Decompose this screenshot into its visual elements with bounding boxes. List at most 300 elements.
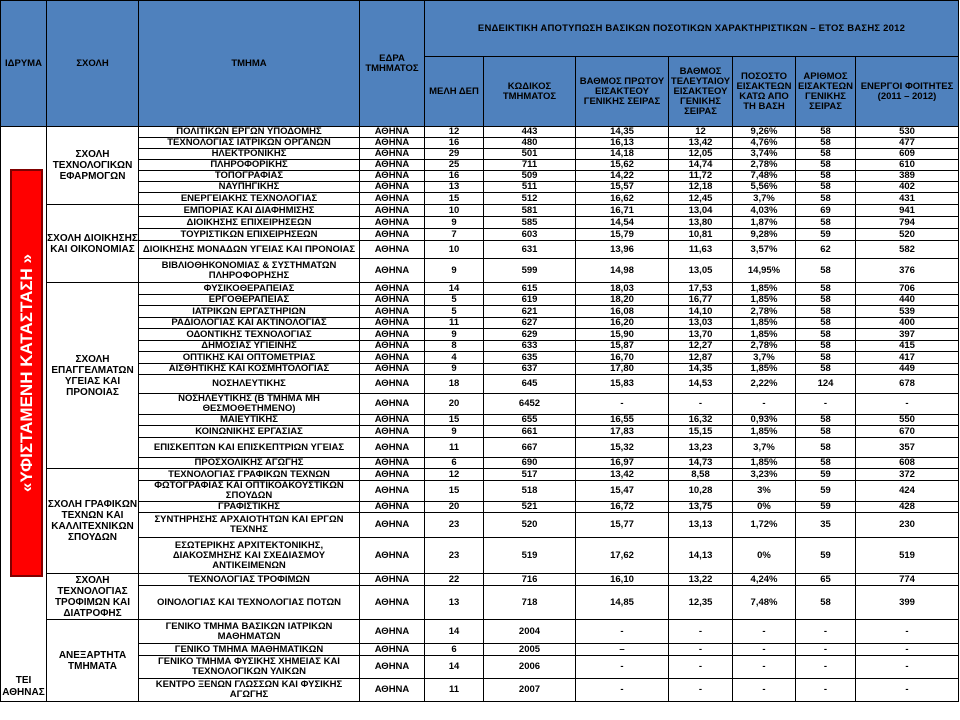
cell-code: 690 <box>484 458 576 469</box>
cell-act: - <box>856 394 959 415</box>
cell-last: 13,05 <box>669 259 733 283</box>
cell-last: 13,42 <box>669 138 733 149</box>
department-name: ΓΕΝΙΚΟ ΤΜΗΜΑ ΒΑΣΙΚΩΝ ΙΑΤΡΙΚΩΝ ΜΑΘΗΜΑΤΩΝ <box>139 620 360 644</box>
cell-act: 608 <box>856 458 959 469</box>
cell-pct: 1,85% <box>733 318 796 329</box>
department-seat: ΑΘΗΝΑ <box>360 193 425 205</box>
cell-members: 9 <box>425 329 484 341</box>
cell-last: 17,53 <box>669 283 733 295</box>
table-row <box>1 259 959 283</box>
cell-members: 6 <box>425 458 484 469</box>
department-seat: ΑΘΗΝΑ <box>360 458 425 469</box>
cell-members: 14 <box>425 283 484 295</box>
cell-first: - <box>576 394 669 415</box>
school-name: ΣΧΟΛΗ ΤΕΧΝΟΛΟΓΙΑΣ ΤΡΟΦΙΜΩΝ ΚΑΙ ΔΙΑΤΡΟΦΗΣ <box>47 574 139 620</box>
cell-pct: 2,78% <box>733 341 796 352</box>
table-row <box>1 160 959 171</box>
department-name: ΠΛΗΡΟΦΟΡΙΚΗΣ <box>139 160 360 171</box>
department-name: ΟΠΤΙΚΗΣ ΚΑΙ ΟΠΤΟΜΕΤΡΙΑΣ <box>139 352 360 364</box>
cell-adm: 59 <box>796 229 856 241</box>
cell-code: 518 <box>484 481 576 502</box>
cell-first: 15,83 <box>576 375 669 394</box>
cell-code: 519 <box>484 538 576 574</box>
header-school: ΣΧΟΛΗ <box>47 1 139 127</box>
cell-code: 655 <box>484 415 576 426</box>
cell-first: 15,77 <box>576 513 669 538</box>
cell-code: 603 <box>484 229 576 241</box>
department-name: ΝΟΣΗΛΕΥΤΙΚΗΣ (Β ΤΜΗΜΑ ΜΗ ΘΕΣΜΟΘΕΤΗΜΕΝΟ) <box>139 394 360 415</box>
cell-first: 14,22 <box>576 171 669 182</box>
department-seat: ΑΘΗΝΑ <box>360 394 425 415</box>
header-last-grade: ΒΑΘΜΟΣ ΤΕΛΕΥΤΑΙΟΥ ΕΙΣΑΚΤΕΟΥ ΓΕΝΙΚΗΣ ΣΕΙΡΑΣ <box>669 57 733 127</box>
cell-members: 7 <box>425 229 484 241</box>
table-row <box>1 574 959 586</box>
cell-members: 5 <box>425 306 484 318</box>
cell-pct: 9,28% <box>733 229 796 241</box>
cell-adm: 58 <box>796 306 856 318</box>
cell-act: 774 <box>856 574 959 586</box>
table-row <box>1 352 959 364</box>
cell-adm: 58 <box>796 426 856 438</box>
table-row <box>1 458 959 469</box>
cell-pct: 1,85% <box>733 458 796 469</box>
cell-members: 23 <box>425 538 484 574</box>
cell-first: 15,62 <box>576 160 669 171</box>
cell-last: 12,18 <box>669 182 733 193</box>
cell-pct: 7,48% <box>733 171 796 182</box>
cell-act: 520 <box>856 229 959 241</box>
department-name: ΟΙΝΟΛΟΓΙΑΣ ΚΑΙ ΤΕΧΝΟΛΟΓΙΑΣ ΠΟΤΩΝ <box>139 586 360 620</box>
table-row <box>1 295 959 306</box>
department-seat: ΑΘΗΝΑ <box>360 259 425 283</box>
cell-first: 16,08 <box>576 306 669 318</box>
department-name: ΝΑΥΠΗΓΙΚΗΣ <box>139 182 360 193</box>
cell-first: 14,35 <box>576 127 669 138</box>
cell-last: 13,22 <box>669 574 733 586</box>
cell-last: 16,32 <box>669 415 733 426</box>
cell-pct: 3% <box>733 481 796 502</box>
table-row <box>1 502 959 513</box>
cell-last: 13,03 <box>669 318 733 329</box>
current-state-banner <box>10 169 43 577</box>
department-name: ΦΥΣΙΚΟΘΕΡΑΠΕΙΑΣ <box>139 283 360 295</box>
cell-act: - <box>856 620 959 644</box>
department-name: ΜΑΙΕΥΤΙΚΗΣ <box>139 415 360 426</box>
cell-first: 16,10 <box>576 574 669 586</box>
cell-last: 12,05 <box>669 149 733 160</box>
table-row <box>1 415 959 426</box>
cell-last: - <box>669 394 733 415</box>
cell-act: 550 <box>856 415 959 426</box>
cell-last: - <box>669 620 733 644</box>
cell-first: 14,98 <box>576 259 669 283</box>
department-name: ΚΟΙΝΩΝΙΚΗΣ ΕΡΓΑΣΙΑΣ <box>139 426 360 438</box>
cell-adm: 35 <box>796 513 856 538</box>
cell-code: 619 <box>484 295 576 306</box>
cell-members: 12 <box>425 469 484 481</box>
cell-adm: 58 <box>796 138 856 149</box>
cell-pct: 1,87% <box>733 217 796 229</box>
cell-code: 520 <box>484 513 576 538</box>
cell-adm: - <box>796 679 856 702</box>
department-name: ΠΡΟΣΧΟΛΙΚΗΣ ΑΓΩΓΗΣ <box>139 458 360 469</box>
cell-last: 13,13 <box>669 513 733 538</box>
cell-act: 417 <box>856 352 959 364</box>
cell-act: 389 <box>856 171 959 182</box>
cell-act: 440 <box>856 295 959 306</box>
department-name: ΕΡΓΟΘΕΡΑΠΕΙΑΣ <box>139 295 360 306</box>
table-row <box>1 283 959 295</box>
department-name: ΔΗΜΟΣΙΑΣ ΥΓΙΕΙΝΗΣ <box>139 341 360 352</box>
cell-pct: 7,48% <box>733 586 796 620</box>
department-seat: ΑΘΗΝΑ <box>360 241 425 259</box>
cell-act: 941 <box>856 205 959 217</box>
department-name: ΔΙΟΙΚΗΣΗΣ ΜΟΝΑΔΩΝ ΥΓΕΙΑΣ ΚΑΙ ΠΡΟΝΟΙΑΣ <box>139 241 360 259</box>
cell-code: 585 <box>484 217 576 229</box>
cell-pct: 1,85% <box>733 329 796 341</box>
cell-adm: 59 <box>796 502 856 513</box>
department-seat: ΑΘΗΝΑ <box>360 306 425 318</box>
department-name: ΒΙΒΛΙΟΘΗΚΟΝΟΜΙΑΣ & ΣΥΣΤΗΜΑΤΩΝ ΠΛΗΡΟΦΟΡΗΣΗΣ <box>139 259 360 283</box>
cell-first: 13,96 <box>576 241 669 259</box>
cell-first: 16,72 <box>576 502 669 513</box>
cell-last: 11,63 <box>669 241 733 259</box>
header-institution: ΙΔΡΥΜΑ <box>1 1 47 127</box>
cell-last: 14,10 <box>669 306 733 318</box>
cell-members: 29 <box>425 149 484 160</box>
department-seat: ΑΘΗΝΑ <box>360 295 425 306</box>
department-seat: ΑΘΗΝΑ <box>360 574 425 586</box>
cell-members: 13 <box>425 182 484 193</box>
header-seat: ΕΔΡΑ ΤΜΗΜΑΤΟΣ <box>360 1 425 127</box>
cell-adm: 58 <box>796 352 856 364</box>
cell-pct: 2,78% <box>733 306 796 318</box>
header-department: ΤΜΗΜΑ <box>139 1 360 127</box>
school-name: ΣΧΟΛΗ ΓΡΑΦΙΚΩΝ ΤΕΧΝΩΝ ΚΑΙ ΚΑΛΛΙΤΕΧΝΙΚΩΝ ΣΠΟΥΔΩΝ <box>47 469 139 574</box>
cell-pct: 1,72% <box>733 513 796 538</box>
header-percent-below: ΠΟΣΟΣΤΟ ΕΙΣΑΚΤΕΩΝ ΚΑΤΩ ΑΠΟ ΤΗ ΒΑΣΗ <box>733 57 796 127</box>
department-seat: ΑΘΗΝΑ <box>360 127 425 138</box>
cell-members: 6 <box>425 644 484 656</box>
department-name: ΣΥΝΤΗΡΗΣΗΣ ΑΡΧΑΙΟΤΗΤΩΝ ΚΑΙ ΕΡΓΩΝ ΤΕΧΝΗΣ <box>139 513 360 538</box>
table-row <box>1 426 959 438</box>
cell-pct: 3,7% <box>733 438 796 458</box>
cell-code: 631 <box>484 241 576 259</box>
cell-act: 539 <box>856 306 959 318</box>
cell-last: 8,58 <box>669 469 733 481</box>
header-main-title: ΕΝΔΕΙΚΤΙΚΗ ΑΠΟΤΥΠΩΣΗ ΒΑΣΙΚΩΝ ΠΟΣΟΤΙΚΩΝ ΧΑΡΑΚΤΗΡΙΣΤΙΚΩΝ – ΕΤΟΣ ΒΑΣΗΣ 2012 <box>425 1 959 57</box>
cell-pct: 0% <box>733 538 796 574</box>
cell-last: 12,35 <box>669 586 733 620</box>
cell-members: 9 <box>425 217 484 229</box>
cell-first: 16,71 <box>576 205 669 217</box>
cell-last: 10,28 <box>669 481 733 502</box>
cell-code: 480 <box>484 138 576 149</box>
cell-code: 629 <box>484 329 576 341</box>
department-seat: ΑΘΗΝΑ <box>360 205 425 217</box>
cell-pct: - <box>733 394 796 415</box>
cell-pct: 1,85% <box>733 283 796 295</box>
cell-code: 2006 <box>484 656 576 679</box>
cell-pct: 3,74% <box>733 149 796 160</box>
cell-last: 14,35 <box>669 364 733 375</box>
cell-code: 711 <box>484 160 576 171</box>
cell-code: 443 <box>484 127 576 138</box>
cell-first: 15,79 <box>576 229 669 241</box>
department-seat: ΑΘΗΝΑ <box>360 586 425 620</box>
cell-first: 16,20 <box>576 318 669 329</box>
cell-code: 718 <box>484 586 576 620</box>
department-seat: ΑΘΗΝΑ <box>360 341 425 352</box>
cell-act: 415 <box>856 341 959 352</box>
cell-adm: - <box>796 644 856 656</box>
cell-last: 13,23 <box>669 438 733 458</box>
department-name: ΕΣΩΤΕΡΙΚΗΣ ΑΡΧΙΤΕΚΤΟΝΙΚΗΣ, ΔΙΑΚΟΣΜΗΣΗΣ ΚΑΙ ΣΧΕΔΙΑΣΜΟΥ ΑΝΤΙΚΕΙΜΕΝΩΝ <box>139 538 360 574</box>
department-seat: ΑΘΗΝΑ <box>360 149 425 160</box>
table-row <box>1 241 959 259</box>
cell-members: 14 <box>425 620 484 644</box>
cell-code: 2007 <box>484 679 576 702</box>
department-seat: ΑΘΗΝΑ <box>360 469 425 481</box>
cell-pct: 4,03% <box>733 205 796 217</box>
cell-members: 16 <box>425 171 484 182</box>
cell-pct: 1,85% <box>733 364 796 375</box>
cell-first: 14,85 <box>576 586 669 620</box>
table-row <box>1 438 959 458</box>
cell-members: 25 <box>425 160 484 171</box>
department-seat: ΑΘΗΝΑ <box>360 375 425 394</box>
cell-code: 661 <box>484 426 576 438</box>
cell-last: 13,80 <box>669 217 733 229</box>
cell-first: 16,13 <box>576 138 669 149</box>
cell-members: 10 <box>425 205 484 217</box>
cell-last: 11,72 <box>669 171 733 182</box>
department-name: ΑΙΣΘΗΤΙΚΗΣ ΚΑΙ ΚΟΣΜΗΤΟΛΟΓΙΑΣ <box>139 364 360 375</box>
school-name: ΣΧΟΛΗ ΔΙΟΙΚΗΣΗΣ ΚΑΙ ΟΙΚΟΝΟΜΙΑΣ <box>47 205 139 283</box>
department-name: ΔΙΟΙΚΗΣΗΣ ΕΠΙΧΕΙΡΗΣΕΩΝ <box>139 217 360 229</box>
department-seat: ΑΘΗΝΑ <box>360 329 425 341</box>
cell-adm: 58 <box>796 586 856 620</box>
cell-last: 14,74 <box>669 160 733 171</box>
cell-adm: 59 <box>796 469 856 481</box>
cell-code: 633 <box>484 341 576 352</box>
cell-adm: - <box>796 656 856 679</box>
cell-members: 13 <box>425 586 484 620</box>
department-seat: ΑΘΗΝΑ <box>360 182 425 193</box>
cell-code: 2004 <box>484 620 576 644</box>
cell-last: 13,70 <box>669 329 733 341</box>
cell-adm: 58 <box>796 259 856 283</box>
cell-adm: 58 <box>796 283 856 295</box>
cell-act: 399 <box>856 586 959 620</box>
cell-last: 12,87 <box>669 352 733 364</box>
cell-first: 15,87 <box>576 341 669 352</box>
cell-act: 372 <box>856 469 959 481</box>
cell-adm: 58 <box>796 171 856 182</box>
table-row <box>1 364 959 375</box>
department-name: ΕΠΙΣΚΕΠΤΩΝ ΚΑΙ ΕΠΙΣΚΕΠΤΡΙΩΝ ΥΓΕΙΑΣ <box>139 438 360 458</box>
header-admitted: ΑΡΙΘΜΟΣ ΕΙΣΑΚΤΕΩΝ ΓΕΝΙΚΗΣ ΣΕΙΡΑΣ <box>796 57 856 127</box>
cell-act: 428 <box>856 502 959 513</box>
cell-members: 11 <box>425 679 484 702</box>
cell-adm: 58 <box>796 193 856 205</box>
department-seat: ΑΘΗΝΑ <box>360 352 425 364</box>
department-seat: ΑΘΗΝΑ <box>360 318 425 329</box>
table-row <box>1 394 959 415</box>
table-row <box>1 620 959 644</box>
cell-code: 627 <box>484 318 576 329</box>
cell-act: 449 <box>856 364 959 375</box>
cell-adm: 58 <box>796 458 856 469</box>
cell-pct: 4,24% <box>733 574 796 586</box>
cell-adm: 59 <box>796 538 856 574</box>
cell-act: 402 <box>856 182 959 193</box>
cell-members: 9 <box>425 259 484 283</box>
cell-act: 678 <box>856 375 959 394</box>
cell-adm: 58 <box>796 415 856 426</box>
cell-members: 8 <box>425 341 484 352</box>
department-name: ΚΕΝΤΡΟ ΞΕΝΩΝ ΓΛΩΣΣΩΝ ΚΑΙ ΦΥΣΙΚΗΣ ΑΓΩΓΗΣ <box>139 679 360 702</box>
department-name: ΓΡΑΦΙΣΤΙΚΗΣ <box>139 502 360 513</box>
department-name: ΤΕΧΝΟΛΟΓΙΑΣ ΙΑΤΡΙΚΩΝ ΟΡΓΑΝΩΝ <box>139 138 360 149</box>
cell-act: 794 <box>856 217 959 229</box>
cell-members: 15 <box>425 481 484 502</box>
cell-pct: 3,57% <box>733 241 796 259</box>
cell-adm: 58 <box>796 127 856 138</box>
cell-code: 501 <box>484 149 576 160</box>
cell-first: 16,70 <box>576 352 669 364</box>
department-name: ΡΑΔΙΟΛΟΓΙΑΣ ΚΑΙ ΑΚΤΙΝΟΛΟΓΙΑΣ <box>139 318 360 329</box>
department-name: ΤΕΧΝΟΛΟΓΙΑΣ ΤΡΟΦΙΜΩΝ <box>139 574 360 586</box>
cell-first: 18,20 <box>576 295 669 306</box>
cell-last: - <box>669 644 733 656</box>
table-row <box>1 193 959 205</box>
table-row <box>1 306 959 318</box>
cell-code: 667 <box>484 438 576 458</box>
cell-first: - <box>576 620 669 644</box>
cell-code: 621 <box>484 306 576 318</box>
header-first-grade: ΒΑΘΜΟΣ ΠΡΩΤΟΥ ΕΙΣΑΚΤΕΟΥ ΓΕΝΙΚΗΣ ΣΕΙΡΑΣ <box>576 57 669 127</box>
header-active-students: ΕΝΕΡΓΟΙ ΦΟΙΤΗΤΕΣ (2011 – 2012) <box>856 57 959 127</box>
cell-first: 14,18 <box>576 149 669 160</box>
table-row <box>1 329 959 341</box>
cell-last: 12,27 <box>669 341 733 352</box>
department-seat: ΑΘΗΝΑ <box>360 415 425 426</box>
cell-act: 610 <box>856 160 959 171</box>
cell-first: 15,47 <box>576 481 669 502</box>
cell-members: 4 <box>425 352 484 364</box>
cell-members: 5 <box>425 295 484 306</box>
table-row <box>1 318 959 329</box>
table-body <box>1 127 959 702</box>
cell-first: 16,62 <box>576 193 669 205</box>
cell-first: 16,97 <box>576 458 669 469</box>
cell-pct: 2,78% <box>733 160 796 171</box>
cell-act: 519 <box>856 538 959 574</box>
header-members: ΜΕΛΗ ΔΕΠ <box>425 57 484 127</box>
department-seat: ΑΘΗΝΑ <box>360 229 425 241</box>
department-seat: ΑΘΗΝΑ <box>360 538 425 574</box>
department-name: ΠΟΛΙΤΙΚΩΝ ΕΡΓΩΝ ΥΠΟΔΟΜΗΣ <box>139 127 360 138</box>
cell-adm: 58 <box>796 318 856 329</box>
cell-code: 512 <box>484 193 576 205</box>
cell-first: 18,03 <box>576 283 669 295</box>
cell-act: 477 <box>856 138 959 149</box>
cell-pct: - <box>733 620 796 644</box>
cell-act: 397 <box>856 329 959 341</box>
department-seat: ΑΘΗΝΑ <box>360 171 425 182</box>
cell-adm: 58 <box>796 438 856 458</box>
cell-last: 13,04 <box>669 205 733 217</box>
table-row <box>1 127 959 138</box>
cell-last: 14,13 <box>669 538 733 574</box>
cell-adm: 58 <box>796 295 856 306</box>
school-name: ΣΧΟΛΗ ΤΕΧΝΟΛΟΓΙΚΩΝ ΕΦΑΡΜΟΓΩΝ <box>47 127 139 205</box>
table-row <box>1 586 959 620</box>
school-name: ΑΝΕΞΑΡΤΗΤΑ ΤΜΗΜΑΤΑ <box>47 620 139 702</box>
cell-act: 230 <box>856 513 959 538</box>
department-seat: ΑΘΗΝΑ <box>360 217 425 229</box>
table-row <box>1 513 959 538</box>
cell-act: 424 <box>856 481 959 502</box>
cell-code: 716 <box>484 574 576 586</box>
cell-last: 12,45 <box>669 193 733 205</box>
table-row <box>1 644 959 656</box>
cell-act: 670 <box>856 426 959 438</box>
cell-adm: 58 <box>796 329 856 341</box>
header-code: ΚΩΔΙΚΟΣ ΤΜΗΜΑΤΟΣ <box>484 57 576 127</box>
cell-act: 431 <box>856 193 959 205</box>
cell-code: 6452 <box>484 394 576 415</box>
cell-pct: 4,76% <box>733 138 796 149</box>
cell-pct: 2,22% <box>733 375 796 394</box>
cell-pct: - <box>733 656 796 679</box>
cell-members: 11 <box>425 318 484 329</box>
cell-code: 521 <box>484 502 576 513</box>
cell-code: 637 <box>484 364 576 375</box>
cell-code: 635 <box>484 352 576 364</box>
school-name: ΣΧΟΛΗ ΕΠΑΓΓΕΛΜΑΤΩΝ ΥΓΕΙΑΣ ΚΑΙ ΠΡΟΝΟΙΑΣ <box>47 283 139 469</box>
cell-members: 15 <box>425 193 484 205</box>
cell-last: 13,75 <box>669 502 733 513</box>
department-seat: ΑΘΗΝΑ <box>360 620 425 644</box>
cell-members: 9 <box>425 364 484 375</box>
table-row <box>1 656 959 679</box>
department-seat: ΑΘΗΝΑ <box>360 644 425 656</box>
cell-act: - <box>856 656 959 679</box>
cell-adm: 59 <box>796 481 856 502</box>
table-row <box>1 229 959 241</box>
department-name: ΟΔΟΝΤΙΚΗΣ ΤΕΧΝΟΛΟΓΙΑΣ <box>139 329 360 341</box>
cell-act: 706 <box>856 283 959 295</box>
cell-adm: 69 <box>796 205 856 217</box>
department-seat: ΑΘΗΝΑ <box>360 364 425 375</box>
cell-pct: - <box>733 679 796 702</box>
cell-members: 15 <box>425 415 484 426</box>
cell-adm: 58 <box>796 160 856 171</box>
cell-adm: - <box>796 620 856 644</box>
cell-act: 400 <box>856 318 959 329</box>
cell-first: 13,42 <box>576 469 669 481</box>
department-seat: ΑΘΗΝΑ <box>360 426 425 438</box>
cell-pct: 3,7% <box>733 352 796 364</box>
cell-first: 17,62 <box>576 538 669 574</box>
cell-members: 23 <box>425 513 484 538</box>
cell-pct: 5,56% <box>733 182 796 193</box>
cell-code: 517 <box>484 469 576 481</box>
cell-act: - <box>856 679 959 702</box>
department-name: ΓΕΝΙΚΟ ΤΜΗΜΑ ΜΑΘΗΜΑΤΙΚΩΝ <box>139 644 360 656</box>
